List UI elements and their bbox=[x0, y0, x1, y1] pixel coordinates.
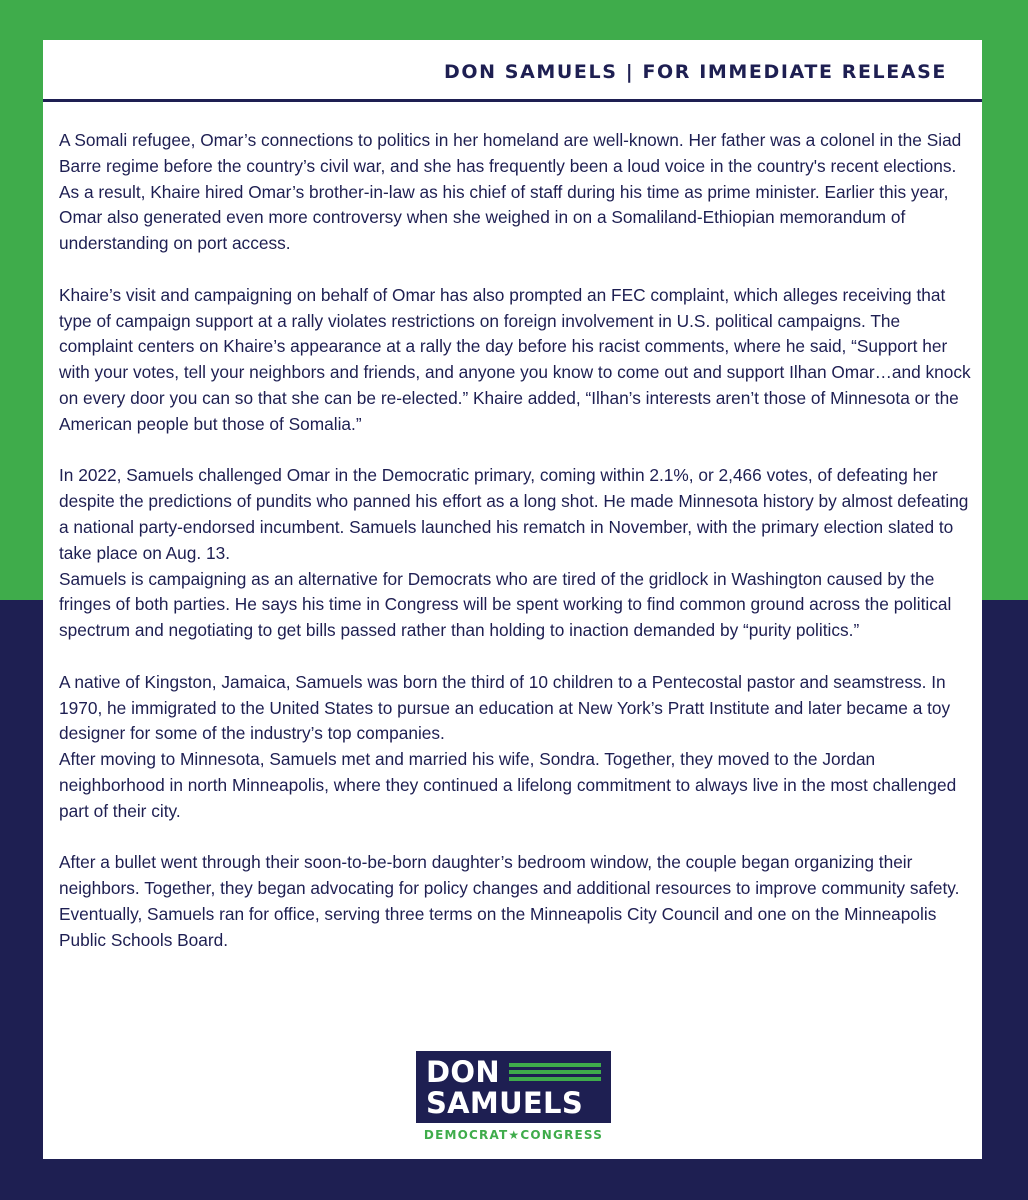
logo-tagline: DEMOCRAT★CONGRESS bbox=[423, 1128, 604, 1142]
paragraph-campaign-platform: Samuels is campaigning as an alternative for Democrats who are tired of the gridlock in Washington caused by the fringes of both parties. He says his time in Congress will be spent working to find common ground across the political spectrum and negotiating to get bills passed rather than holding to inaction demanded by “purity politics.” bbox=[59, 568, 952, 641]
paragraph-biography: A native of Kingston, Jamaica, Samuels was born the third of 10 children to a Pentecostal pastor and seamstress. In 1970, he immigrated to the United States to pursue an education at New York’s Pratt Institute and later became a toy designer for some of the industry’s top companies. bbox=[59, 671, 951, 744]
paragraph-omar-background: A Somali refugee, Omar’s connections to politics in her homeland are well-known. Her father was a colonel in the Siad Barre regime before the country’s civil war, and she has frequently been a loud voice in the country's recent elections. As a result, Khaire hired Omar’s brother-in-law as his chief of staff during his time as prime minister. Earlier this year, Omar also generated even more controversy when she weighed in on a Somaliland-Ethiopian memorandum of understanding on port access. bbox=[59, 130, 962, 254]
logo-box bbox=[416, 1051, 611, 1123]
header bbox=[43, 40, 982, 102]
press-release-body bbox=[59, 128, 971, 954]
paragraph-2022-primary: In 2022, Samuels challenged Omar in the Democratic primary, coming within 2.1%, or 2,466 votes, of defeating her despite the predictions of pundits who panned his effort as a long shot. He made Minnesota history by almost defeating a national party-endorsed incumbent. Samuels launched his rematch in November, with the primary election slated to take place on Aug. 13. bbox=[59, 465, 969, 563]
logo-stripes bbox=[509, 1063, 601, 1084]
paragraph-fec-complaint: Khaire’s visit and campaigning on behalf of Omar has also prompted an FEC complaint, which alleges receiving that type of campaign support at a rally violates restrictions on foreign involvement in U.S. political campaigns. The complaint centers on Khaire’s appearance at a rally the day before his racist comments, where he said, “Support her with your votes, tell your neighbors and friends, and anyone you know to come out and support Ilhan Omar…and knock on every door you can so that she can be re-elected.” Khaire added, “Ilhan’s interests aren’t those of Minnesota or the American people but those of Somalia.” bbox=[59, 284, 971, 434]
press-release-card bbox=[43, 40, 982, 1159]
logo-line-samuels: SAMUELS bbox=[426, 1086, 584, 1120]
campaign-logo bbox=[416, 1051, 611, 1145]
paragraph-community-safety: After a bullet went through their soon-to-be-born daughter’s bedroom window, the couple began organizing their neighbors. Together, they began advocating for policy changes and additional resources to improve community safety. Eventually, Samuels ran for office, serving three terms on the Minneapolis City Council and one on the Minneapolis Public Schools Board. bbox=[59, 852, 960, 950]
paragraph-minnesota: After moving to Minnesota, Samuels met and married his wife, Sondra. Together, they moved to the Jordan neighborhood in north Minneapolis, where they continued a lifelong commitment to always live in the most challenged part of their city. bbox=[59, 749, 957, 821]
logo-line-don: DON bbox=[426, 1055, 500, 1089]
header-title: DON SAMUELS | FOR IMMEDIATE RELEASE bbox=[443, 61, 947, 83]
